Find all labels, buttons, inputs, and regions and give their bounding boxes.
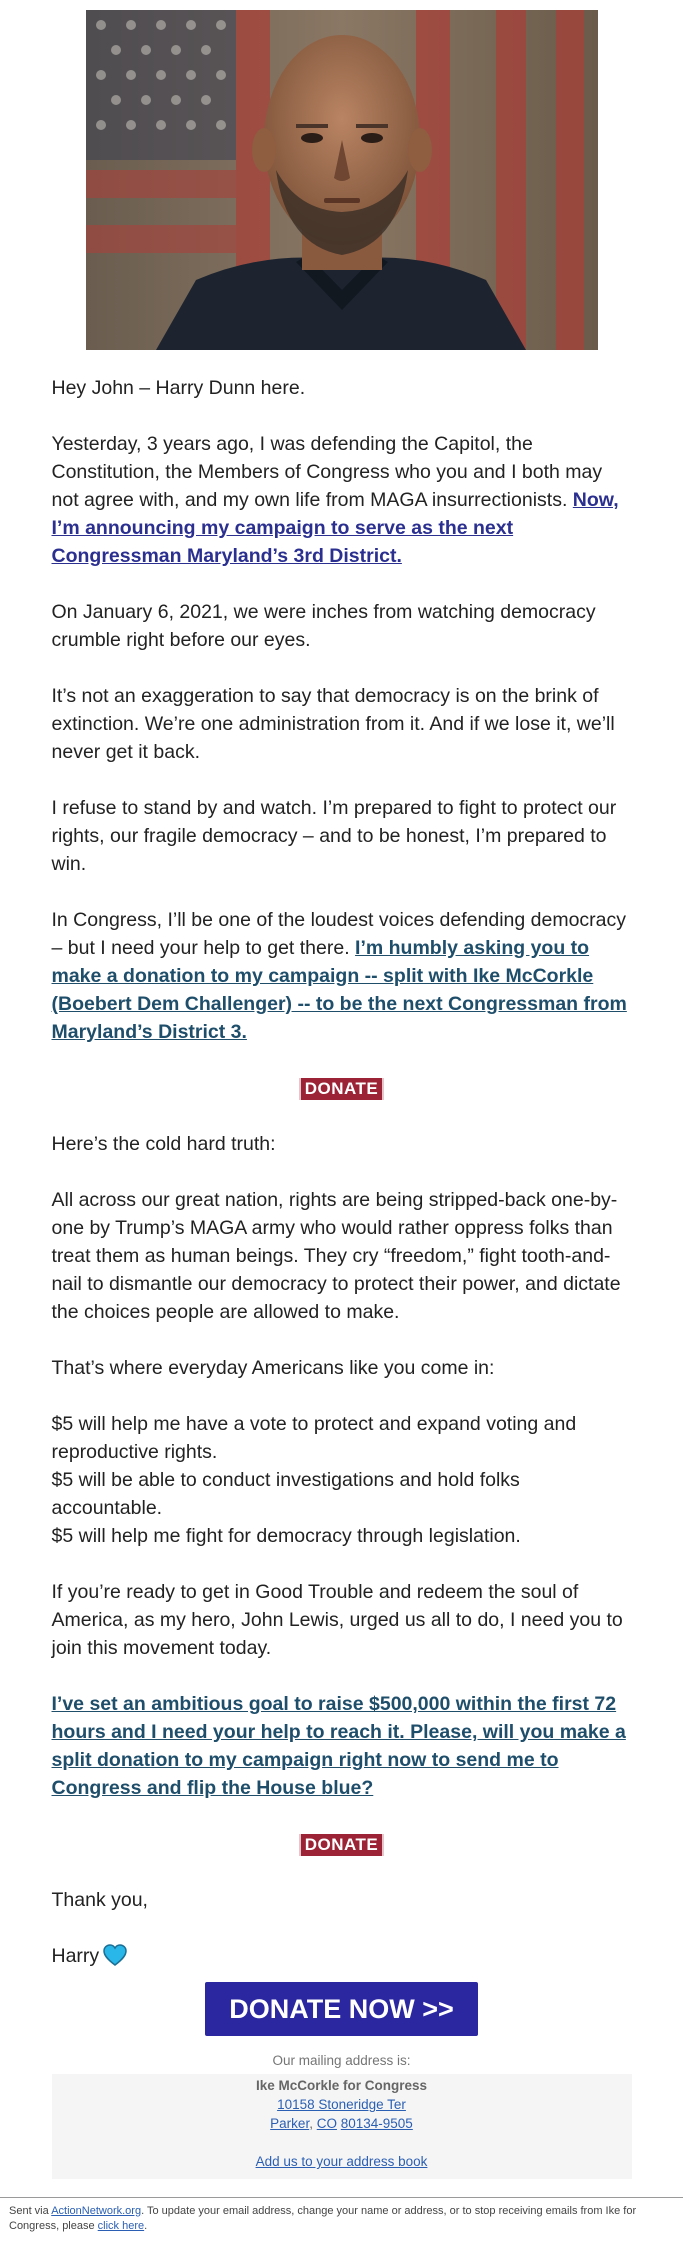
address-separator: , [309, 2116, 317, 2131]
address-city-line [52, 2114, 632, 2133]
heart-icon [103, 1944, 127, 1966]
paragraph-ask [52, 906, 632, 1046]
fundraising-goal-link[interactable]: I’ve set an ambitious goal to raise $500,000 within the first 72 hours and I need your help to reach it. Please, will you make a split donation to my campaign right now to send me to Congress and flip the House blue? [51, 1693, 626, 1799]
paragraph: If you’re ready to get in Good Trouble and redeem the soul of America, as my hero, John Lewis, urged us all to do, I need you to join this movement today. [51, 1581, 623, 1659]
hero-photo [86, 10, 598, 350]
mailing-address-box [52, 2074, 632, 2179]
address-street-link[interactable]: 10158 Stoneridge Ter [277, 2097, 406, 2112]
footer-text: . To update your email address, change your name or address, or to stop receiving emails from Ike for Congress, please [9, 2205, 637, 2232]
list-item: $5 will be able to conduct investigations and hold folks accountable. [51, 1469, 520, 1519]
footer-text: . [144, 2220, 148, 2232]
donation-ask-link[interactable]: I’m humbly asking you to make a donation to my campaign -- split with Ike McCorkle (Boebert Dem Challenger) -- to be the next Congressman from Maryland’s District 3. [51, 937, 627, 1043]
signature-line [52, 1942, 632, 1970]
add-to-address-book-link[interactable]: Add us to your address book [255, 2154, 428, 2169]
email-body [52, 10, 632, 2179]
paragraph: It’s not an exaggeration to say that democracy is on the brink of extinction. We’re one administration from it. And if we lose it, we’ll never get it back. [51, 685, 615, 763]
actionnetwork-link[interactable]: ActionNetwork.org [51, 2205, 142, 2217]
footer-divider [0, 2197, 683, 2198]
list-item: $5 will help me fight for democracy through legislation. [51, 1525, 521, 1547]
paragraph: That’s where everyday Americans like you come in: [51, 1357, 495, 1379]
paragraph-intro [52, 430, 632, 570]
hero-image [86, 10, 598, 350]
address-state-link[interactable]: CO [316, 2116, 337, 2131]
paragraph: All across our great nation, rights are being stripped-back one-by-one by Trump’s MAGA army who would rather oppress folks than treat them as human beings. They cry “freedom,” fight tooth-and-nail to dismantle our democracy to protect their power, and dictate the choices people are allowed to make. [51, 1189, 621, 1323]
address-city-link[interactable]: Parker [270, 2116, 310, 2131]
donate-badge-row [52, 1074, 632, 1102]
email-content [52, 374, 632, 1970]
donation-impact-list [52, 1410, 632, 1550]
paragraph: I refuse to stand by and watch. I’m prepared to fight to protect our rights, our fragile democracy – and to be honest, I’m prepared to win. [51, 797, 617, 875]
footer-unsubscribe-note [9, 2204, 669, 2234]
paragraph: Here’s the cold hard truth: [51, 1133, 276, 1155]
donate-now-button[interactable]: DONATE NOW >> [205, 1982, 478, 2036]
donate-badge-button[interactable]: DONATE [299, 1834, 385, 1856]
donate-badge-row [52, 1830, 632, 1858]
paragraph-text: Yesterday, 3 years ago, I was defending the Capitol, the Constitution, the Members of Congress who you and I both may not agree with, and my own life from MAGA insurrectionists. [51, 433, 603, 511]
organization-name: Ike McCorkle for Congress [255, 2078, 428, 2093]
footer-text: Sent via [9, 2205, 52, 2217]
paragraph-goal [52, 1690, 632, 1802]
greeting: Hey John – Harry Dunn here. [51, 377, 306, 399]
paragraph-text: In Congress, I’ll be one of the loudest voices defending democracy – but I need your help to get there. [51, 909, 627, 959]
donate-badge-button[interactable]: DONATE [299, 1078, 385, 1100]
unsubscribe-link[interactable]: click here [97, 2220, 145, 2232]
list-item: $5 will help me have a vote to protect and expand voting and reproductive rights. [51, 1413, 577, 1463]
campaign-announcement-link[interactable]: Now, I’m announcing my campaign to serve as the next Congressman Maryland’s 3rd District. [51, 489, 619, 567]
paragraph: On January 6, 2021, we were inches from watching democracy crumble right before our eyes. [51, 601, 596, 651]
address-zip-link[interactable]: 80134-9505 [340, 2116, 413, 2131]
mailing-address-label: Our mailing address is: [272, 2053, 411, 2068]
closing: Thank you, [51, 1889, 148, 1911]
signature: Harry [51, 1945, 100, 1967]
